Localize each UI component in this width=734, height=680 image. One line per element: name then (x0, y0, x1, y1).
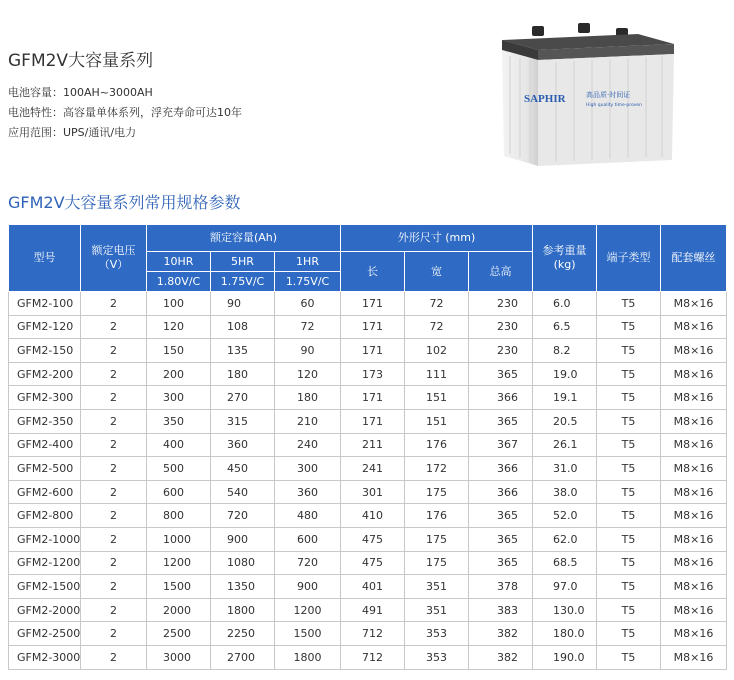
header-length: 长 (341, 252, 405, 292)
cell-voltage: 2 (81, 339, 147, 363)
cell-length: 491 (341, 598, 405, 622)
cell-cap-1hr: 1500 (275, 622, 341, 646)
header-width: 宽 (405, 252, 469, 292)
cell-cap-5hr: 270 (211, 386, 275, 410)
cell-terminal: T5 (597, 480, 661, 504)
cell-model: GFM2-1500 (9, 575, 81, 599)
cell-terminal: T5 (597, 645, 661, 669)
cell-cap-10hr: 1500 (147, 575, 211, 599)
cell-voltage: 2 (81, 315, 147, 339)
cell-height: 365 (469, 362, 533, 386)
cell-cap-1hr: 60 (275, 292, 341, 316)
cell-cap-5hr: 90 (211, 292, 275, 316)
header-volt-10hr: 1.80V/C (147, 272, 211, 292)
cell-cap-5hr: 1800 (211, 598, 275, 622)
cell-length: 712 (341, 622, 405, 646)
cell-width: 151 (405, 386, 469, 410)
cell-cap-10hr: 500 (147, 457, 211, 481)
cell-height: 366 (469, 480, 533, 504)
cell-cap-10hr: 400 (147, 433, 211, 457)
cell-height: 382 (469, 645, 533, 669)
cell-width: 176 (405, 433, 469, 457)
cell-width: 176 (405, 504, 469, 528)
cell-cap-5hr: 315 (211, 409, 275, 433)
product-series-title: GFM2V大容量系列 (8, 51, 154, 71)
cell-bolt: M8×16 (661, 622, 727, 646)
cell-cap-5hr: 2250 (211, 622, 275, 646)
cell-cap-1hr: 900 (275, 575, 341, 599)
cell-model: GFM2-1200 (9, 551, 81, 575)
battery-application-text: 应用范围：UPS/通讯/电力 (8, 126, 137, 139)
cell-weight: 20.5 (533, 409, 597, 433)
cell-cap-10hr: 300 (147, 386, 211, 410)
spec-table-title: GFM2V大容量系列常用规格参数 (8, 193, 241, 212)
cell-width: 175 (405, 527, 469, 551)
cell-model: GFM2-600 (9, 480, 81, 504)
cell-model: GFM2-300 (9, 386, 81, 410)
battery-product-image (498, 20, 680, 170)
cell-cap-10hr: 800 (147, 504, 211, 528)
cell-width: 351 (405, 598, 469, 622)
header-volt-5hr: 1.75V/C (211, 272, 275, 292)
cell-width: 72 (405, 315, 469, 339)
cell-model: GFM2-350 (9, 409, 81, 433)
cell-model: GFM2-500 (9, 457, 81, 481)
cell-bolt: M8×16 (661, 292, 727, 316)
cell-width: 151 (405, 409, 469, 433)
cell-height: 366 (469, 457, 533, 481)
cell-terminal: T5 (597, 339, 661, 363)
cell-cap-1hr: 120 (275, 362, 341, 386)
cell-cap-5hr: 540 (211, 480, 275, 504)
cell-model: GFM2-120 (9, 315, 81, 339)
cell-cap-1hr: 90 (275, 339, 341, 363)
cell-cap-1hr: 72 (275, 315, 341, 339)
cell-height: 378 (469, 575, 533, 599)
cell-length: 171 (341, 292, 405, 316)
header-volt-1hr: 1.75V/C (275, 272, 341, 292)
cell-terminal: T5 (597, 598, 661, 622)
cell-voltage: 2 (81, 362, 147, 386)
cell-voltage: 2 (81, 551, 147, 575)
cell-weight: 6.5 (533, 315, 597, 339)
cell-weight: 19.0 (533, 362, 597, 386)
cell-model: GFM2-2500 (9, 622, 81, 646)
cell-weight: 8.2 (533, 339, 597, 363)
cell-bolt: M8×16 (661, 409, 727, 433)
cell-width: 353 (405, 645, 469, 669)
cell-voltage: 2 (81, 433, 147, 457)
table-row (9, 292, 727, 316)
battery-brand-label: SAPHIR (524, 93, 566, 105)
cell-length: 475 (341, 527, 405, 551)
cell-cap-10hr: 350 (147, 409, 211, 433)
battery-slogan-cn: 高品质·时间证 (586, 91, 631, 99)
cell-cap-10hr: 3000 (147, 645, 211, 669)
cell-weight: 26.1 (533, 433, 597, 457)
cell-cap-5hr: 450 (211, 457, 275, 481)
cell-bolt: M8×16 (661, 433, 727, 457)
cell-length: 475 (341, 551, 405, 575)
table-row (9, 551, 727, 575)
cell-weight: 62.0 (533, 527, 597, 551)
cell-voltage: 2 (81, 598, 147, 622)
cell-cap-1hr: 240 (275, 433, 341, 457)
cell-bolt: M8×16 (661, 645, 727, 669)
header-dimensions: 外形尺寸 (mm) (341, 225, 533, 252)
cell-weight: 6.0 (533, 292, 597, 316)
cell-cap-5hr: 900 (211, 527, 275, 551)
cell-bolt: M8×16 (661, 315, 727, 339)
cell-width: 175 (405, 480, 469, 504)
cell-height: 383 (469, 598, 533, 622)
cell-bolt: M8×16 (661, 575, 727, 599)
table-row (9, 622, 727, 646)
cell-length: 171 (341, 386, 405, 410)
cell-width: 172 (405, 457, 469, 481)
cell-height: 230 (469, 339, 533, 363)
cell-cap-1hr: 1200 (275, 598, 341, 622)
header-voltage: 额定电压（V） (81, 225, 147, 292)
cell-voltage: 2 (81, 457, 147, 481)
cell-cap-1hr: 600 (275, 527, 341, 551)
cell-bolt: M8×16 (661, 457, 727, 481)
cell-length: 211 (341, 433, 405, 457)
cell-height: 365 (469, 504, 533, 528)
cell-width: 102 (405, 339, 469, 363)
cell-cap-1hr: 300 (275, 457, 341, 481)
table-row (9, 362, 727, 386)
cell-bolt: M8×16 (661, 339, 727, 363)
cell-cap-10hr: 120 (147, 315, 211, 339)
cell-model: GFM2-2000 (9, 598, 81, 622)
cell-height: 367 (469, 433, 533, 457)
cell-voltage: 2 (81, 645, 147, 669)
header-weight: 参考重量(kg) (533, 225, 597, 292)
cell-cap-10hr: 150 (147, 339, 211, 363)
cell-bolt: M8×16 (661, 551, 727, 575)
cell-weight: 68.5 (533, 551, 597, 575)
cell-cap-1hr: 720 (275, 551, 341, 575)
cell-voltage: 2 (81, 575, 147, 599)
cell-weight: 31.0 (533, 457, 597, 481)
cell-height: 230 (469, 315, 533, 339)
cell-cap-1hr: 210 (275, 409, 341, 433)
cell-length: 301 (341, 480, 405, 504)
cell-cap-1hr: 180 (275, 386, 341, 410)
header-model: 型号 (9, 225, 81, 292)
spec-table (8, 224, 727, 670)
cell-cap-1hr: 1800 (275, 645, 341, 669)
table-row (9, 645, 727, 669)
table-row (9, 527, 727, 551)
cell-cap-5hr: 1350 (211, 575, 275, 599)
cell-length: 712 (341, 645, 405, 669)
table-row (9, 386, 727, 410)
header-rate-1hr: 1HR (275, 252, 341, 272)
cell-weight: 130.0 (533, 598, 597, 622)
cell-width: 111 (405, 362, 469, 386)
cell-cap-5hr: 1080 (211, 551, 275, 575)
cell-cap-10hr: 200 (147, 362, 211, 386)
cell-bolt: M8×16 (661, 480, 727, 504)
cell-cap-1hr: 360 (275, 480, 341, 504)
table-row (9, 315, 727, 339)
cell-model: GFM2-200 (9, 362, 81, 386)
cell-cap-5hr: 135 (211, 339, 275, 363)
cell-width: 353 (405, 622, 469, 646)
cell-terminal: T5 (597, 527, 661, 551)
cell-bolt: M8×16 (661, 386, 727, 410)
cell-length: 241 (341, 457, 405, 481)
cell-cap-5hr: 360 (211, 433, 275, 457)
cell-terminal: T5 (597, 433, 661, 457)
table-row (9, 409, 727, 433)
header-rate-5hr: 5HR (211, 252, 275, 272)
cell-cap-10hr: 100 (147, 292, 211, 316)
cell-cap-10hr: 1000 (147, 527, 211, 551)
table-row (9, 504, 727, 528)
cell-height: 365 (469, 551, 533, 575)
table-row (9, 339, 727, 363)
cell-bolt: M8×16 (661, 527, 727, 551)
cell-length: 401 (341, 575, 405, 599)
cell-model: GFM2-400 (9, 433, 81, 457)
cell-height: 366 (469, 386, 533, 410)
battery-capacity-text: 电池容量：100AH~3000AH (8, 86, 153, 99)
cell-cap-1hr: 480 (275, 504, 341, 528)
cell-length: 171 (341, 315, 405, 339)
cell-model: GFM2-3000 (9, 645, 81, 669)
cell-voltage: 2 (81, 409, 147, 433)
battery-slogan-en: High quality time-proven (586, 103, 643, 108)
cell-bolt: M8×16 (661, 362, 727, 386)
cell-voltage: 2 (81, 527, 147, 551)
cell-length: 171 (341, 409, 405, 433)
header-terminal: 端子类型 (597, 225, 661, 292)
cell-width: 351 (405, 575, 469, 599)
product-intro (8, 46, 478, 143)
cell-voltage: 2 (81, 386, 147, 410)
cell-height: 230 (469, 292, 533, 316)
cell-terminal: T5 (597, 457, 661, 481)
header-bolt: 配套螺丝 (661, 225, 727, 292)
cell-weight: 180.0 (533, 622, 597, 646)
cell-terminal: T5 (597, 622, 661, 646)
cell-cap-10hr: 1200 (147, 551, 211, 575)
cell-terminal: T5 (597, 315, 661, 339)
cell-weight: 38.0 (533, 480, 597, 504)
cell-weight: 97.0 (533, 575, 597, 599)
header-height: 总高 (469, 252, 533, 292)
cell-cap-10hr: 2500 (147, 622, 211, 646)
cell-height: 365 (469, 409, 533, 433)
table-row (9, 457, 727, 481)
table-row (9, 433, 727, 457)
table-row (9, 575, 727, 599)
cell-cap-5hr: 108 (211, 315, 275, 339)
cell-cap-5hr: 180 (211, 362, 275, 386)
battery-feature-text: 电池特性：高容量单体系列，浮充寿命可达10年 (8, 106, 242, 119)
cell-model: GFM2-800 (9, 504, 81, 528)
table-row (9, 598, 727, 622)
table-row (9, 480, 727, 504)
cell-weight: 19.1 (533, 386, 597, 410)
cell-voltage: 2 (81, 292, 147, 316)
cell-length: 171 (341, 339, 405, 363)
cell-terminal: T5 (597, 575, 661, 599)
cell-terminal: T5 (597, 409, 661, 433)
cell-height: 365 (469, 527, 533, 551)
cell-voltage: 2 (81, 622, 147, 646)
cell-model: GFM2-100 (9, 292, 81, 316)
cell-bolt: M8×16 (661, 504, 727, 528)
cell-model: GFM2-150 (9, 339, 81, 363)
cell-width: 175 (405, 551, 469, 575)
cell-model: GFM2-1000 (9, 527, 81, 551)
cell-length: 173 (341, 362, 405, 386)
cell-voltage: 2 (81, 504, 147, 528)
cell-cap-5hr: 720 (211, 504, 275, 528)
cell-terminal: T5 (597, 292, 661, 316)
cell-width: 72 (405, 292, 469, 316)
cell-terminal: T5 (597, 504, 661, 528)
cell-terminal: T5 (597, 551, 661, 575)
cell-terminal: T5 (597, 386, 661, 410)
cell-cap-10hr: 600 (147, 480, 211, 504)
cell-cap-5hr: 2700 (211, 645, 275, 669)
cell-weight: 52.0 (533, 504, 597, 528)
cell-cap-10hr: 2000 (147, 598, 211, 622)
header-rate-10hr: 10HR (147, 252, 211, 272)
cell-weight: 190.0 (533, 645, 597, 669)
cell-terminal: T5 (597, 362, 661, 386)
cell-height: 382 (469, 622, 533, 646)
cell-length: 410 (341, 504, 405, 528)
cell-bolt: M8×16 (661, 598, 727, 622)
header-capacity: 额定容量(Ah) (147, 225, 341, 252)
cell-voltage: 2 (81, 480, 147, 504)
